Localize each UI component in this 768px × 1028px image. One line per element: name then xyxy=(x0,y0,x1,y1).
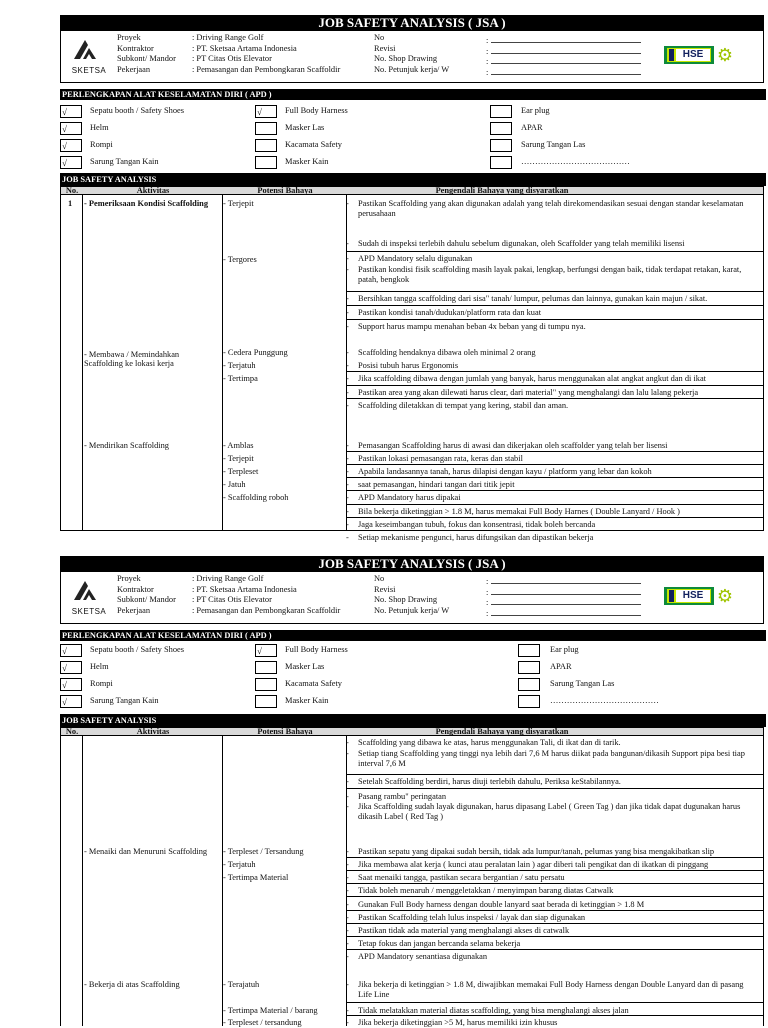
col-aktivitas: Aktivitas xyxy=(136,186,170,195)
hazard: - Terpleset / tersandung xyxy=(223,1018,302,1027)
header-right-values xyxy=(486,33,641,75)
header-right-labels xyxy=(374,33,466,75)
hazard: - Terjepit xyxy=(223,454,254,463)
apd-section-title: PERLENGKAPAN ALAT KESELAMATAN DIRI ( APD ) xyxy=(60,630,766,641)
label-pekerjaan: Pekerjaan xyxy=(117,605,151,615)
checkbox-apar[interactable] xyxy=(518,661,540,674)
hazard: - Cedera Punggung xyxy=(223,348,288,357)
control-item: Pastikan area yang akan dilewati harus clear, dari material" yang menghalangi dan lalu lalang pekerja xyxy=(358,388,699,397)
control-item: Tidak boleh menaruh / menggeletakkan / menyimpan barang diatas Catwalk xyxy=(358,886,614,895)
hazard: - Tertimpa Material / barang xyxy=(223,1006,318,1015)
hazard: - Terpleset / Tersandung xyxy=(223,847,304,856)
checkbox-helm[interactable]: √ xyxy=(60,661,82,674)
checkbox-sarung-tangan-kain[interactable]: √ xyxy=(60,156,82,169)
control-item: Jika scaffolding dibawa dengan jumlah yang banyak, harus menggunakan alat angkat angkut dan di ikat xyxy=(358,374,707,383)
checkbox-sarung-tangan-kain[interactable]: √ xyxy=(60,695,82,708)
activity-membawa-2: Scaffolding ke lokasi kerja xyxy=(84,359,174,368)
apd-label: Sarung Tangan Kain xyxy=(90,696,159,705)
checkbox-other[interactable] xyxy=(490,156,512,169)
apd-label: Sepatu booth / Safety Shoes xyxy=(90,645,184,654)
control-item: Gunakan Full Body harness dengan double lanyard saat berada di ketinggian > 1.8 M xyxy=(358,900,645,909)
label-revisi: Revisi xyxy=(374,43,396,53)
table-header xyxy=(60,186,764,195)
logo-text: SKETSA xyxy=(71,607,107,616)
control-item: Posisi tubuh harus Ergonomis xyxy=(358,361,459,370)
hse-badge xyxy=(664,46,734,64)
control-item: Tidak melatakkan material diatas scaffolding, yang bisa menghalangi akses jalan xyxy=(358,1006,629,1015)
header-left-values xyxy=(192,33,350,75)
checkbox-safety-shoes[interactable]: √ xyxy=(60,105,82,118)
checkbox-ear-plug[interactable] xyxy=(518,644,540,657)
control-item: Pasang rambu" peringatan xyxy=(358,792,447,801)
control-item: Setiap tiang Scaffolding yang tinggi nya lebih dari 7,6 M harus diikat pada bangunan/dikasih Support pipa besi tiap interval 7,6 M xyxy=(358,749,745,768)
label-petunjuk-kerja: No. Petunjuk kerja/ W xyxy=(374,64,450,74)
col-potensi-bahaya: Potensi Bahaya xyxy=(257,186,313,195)
sheet-title: JOB SAFETY ANALYSIS ( JSA ) xyxy=(60,15,764,31)
row-number: 1 xyxy=(68,199,73,208)
activity-pemeriksaan: - Pemeriksaan Kondisi Scaffolding xyxy=(84,199,209,208)
control-item: Pastikan Scaffolding telah lulus inspeksi / layak dan siap digunakan xyxy=(358,913,586,922)
label-no: No xyxy=(374,574,385,583)
hazard: - Tertimpa xyxy=(223,374,258,383)
control-item: Jika bekerja diketinggian >5 M, harus memiliki izin khusus xyxy=(358,1018,558,1027)
label-shop-drawing: No. Shop Drawing xyxy=(374,54,438,63)
checkbox-sarung-tangan-las[interactable] xyxy=(490,139,512,152)
control-item: Scaffolding diletakkan di tempat yang kering, stabil dan aman. xyxy=(358,401,569,410)
label-no: No xyxy=(374,33,385,42)
gear-icon: ⚙ xyxy=(716,45,734,65)
col-potensi-bahaya: Potensi Bahaya xyxy=(257,727,313,736)
company-logo xyxy=(65,37,109,77)
colon: : xyxy=(486,587,489,595)
control-item: Bersihkan tangga scaffolding dari sisa" tanah/ lumpur, pelumas dan lainnya, gunakan kain majun / sikat. xyxy=(358,294,708,303)
input-line-shop-drawing xyxy=(491,595,641,605)
control-item: Pemasangan Scaffolding harus di awasi dan dikerjakan oleh scaffolder yang telah ber lisensi xyxy=(358,441,668,450)
input-line-no xyxy=(491,574,641,584)
hazard: - Jatuh xyxy=(223,480,246,489)
checkbox-rompi[interactable]: √ xyxy=(60,678,82,691)
hazard: - Amblas xyxy=(223,441,254,450)
header-block xyxy=(60,31,764,83)
apd-label: Helm xyxy=(90,662,109,671)
activity-mendirikan: - Mendirikan Scaffolding xyxy=(84,441,169,450)
input-line-petunjuk xyxy=(491,65,641,75)
value-proyek: : Driving Range Golf xyxy=(192,574,264,583)
control-item: APD Mandatory harus dipakai xyxy=(358,493,461,502)
col-aktivitas: Aktivitas xyxy=(136,727,170,736)
checkbox-helm[interactable]: √ xyxy=(60,122,82,135)
activity-membawa-1: - Membawa / Memindahkan xyxy=(84,350,180,359)
label-petunjuk-kerja: No. Petunjuk kerja/ W xyxy=(374,605,450,615)
table-header xyxy=(60,727,764,736)
sheet-title: JOB SAFETY ANALYSIS ( JSA ) xyxy=(60,556,764,572)
apd-label: Kacamata Safety xyxy=(285,679,342,688)
colon: : xyxy=(486,67,489,75)
col-no: No. xyxy=(65,186,79,195)
control-item: Apabila landasannya tanah, harus dilapisi dengan kayu / platform yang lebar dan kokoh xyxy=(358,467,652,476)
control-item: Setiap mekanisme pengunci, harus difungsikan dan dipastikan bekerja xyxy=(358,533,594,542)
apd-label: Masker Kain xyxy=(285,157,329,166)
hazard: - Tergores xyxy=(223,255,257,264)
hazard: - Terjepit xyxy=(223,199,254,208)
control-item: Pastikan kondisi tanah/dudukan/platform rata dan kuat xyxy=(358,308,542,317)
apd-label: Masker Las xyxy=(285,662,325,671)
apd-label: Full Body Harness xyxy=(285,106,348,115)
value-pekerjaan: : Pemasangan dan Pembongkaran Scaffoldir xyxy=(192,64,341,74)
checkbox-kacamata-safety[interactable] xyxy=(255,139,277,152)
jsa-sheet-2 xyxy=(60,556,764,1027)
checkbox-other[interactable] xyxy=(518,695,540,708)
apd-label: APAR xyxy=(521,123,543,132)
apd-label: Helm xyxy=(90,123,109,132)
checkbox-safety-shoes[interactable]: √ xyxy=(60,644,82,657)
value-kontraktor: : PT. Sketsaa Artama Indonesia xyxy=(192,43,297,53)
checkbox-kacamata-safety[interactable] xyxy=(255,678,277,691)
control-item: Jika bekerja di ketinggian > 1.8 M, diwajibkan memakai Full Body Harness dengan Double Lanyard dan di pasang Life Line xyxy=(358,980,744,999)
apd-label: Full Body Harness xyxy=(285,645,348,654)
input-line-revisi xyxy=(491,585,641,595)
control-item: Jaga keseimbangan tubuh, fokus dan konsentrasi, tidak boleh bercanda xyxy=(358,520,596,529)
activity-bekerja-di-atas: - Bekerja di atas Scaffolding xyxy=(84,980,180,989)
input-line-no xyxy=(491,33,641,43)
jsa-section-title: JOB SAFETY ANALYSIS xyxy=(60,714,766,727)
control-item: Pastikan kondisi fisik scaffolding masih layak pakai, lengkap, berfungsi dengan baik, tidak terdapat retakan, karat, patah, bengkok xyxy=(358,265,742,284)
col-pengendali: Pengendali Bahaya yang disyaratkan xyxy=(435,186,569,195)
label-revisi: Revisi xyxy=(374,584,396,594)
apd-label: APAR xyxy=(550,662,572,671)
value-kontraktor: : PT. Sketsaa Artama Indonesia xyxy=(192,584,297,594)
colon: : xyxy=(486,608,489,616)
colon: : xyxy=(486,36,489,44)
control-item: Setelah Scaffolding berdiri, harus diuji terlebih dahulu, Periksa keStabilannya. xyxy=(358,777,621,786)
control-item: Pastikan tidak ada material yang menghalangi akses di catwalk xyxy=(358,926,570,935)
label-proyek: Proyek xyxy=(117,33,141,42)
hse-label: HSE xyxy=(676,590,710,602)
apd-label: Sepatu booth / Safety Shoes xyxy=(90,106,184,115)
control-item: Jika membawa alat kerja ( kunci atau peralatan lain ) agar diberi tali pengikat dan di ikatkan di pinggang xyxy=(358,860,709,869)
apd-label: Sarung Tangan Las xyxy=(521,140,586,149)
apd-grid xyxy=(60,103,764,173)
control-item: Pastikan lokasi pemasangan rata, keras dan stabil xyxy=(358,454,523,463)
label-subkont: Subkont/ Mandor xyxy=(117,595,176,604)
logo-text: SKETSA xyxy=(71,66,107,75)
hazard: - Terpleset xyxy=(223,467,259,476)
input-line-revisi xyxy=(491,44,641,54)
checkbox-apar[interactable] xyxy=(490,122,512,135)
control-item: saat pemasangan, hindari tangan dari titik jepit xyxy=(358,480,515,489)
input-line-petunjuk xyxy=(491,606,641,616)
value-proyek: : Driving Range Golf xyxy=(192,33,264,42)
label-kontraktor: Kontraktor xyxy=(117,43,154,53)
gear-icon: ⚙ xyxy=(716,586,734,606)
checkbox-masker-las[interactable] xyxy=(255,122,277,135)
value-subkont: : PT Citas Otis Elevator xyxy=(192,595,272,604)
apd-label: Rompi xyxy=(90,679,113,688)
activity-menaiki-menuruni: - Menaiki dan Menuruni Scaffolding xyxy=(84,847,208,856)
header-block xyxy=(60,572,764,624)
value-pekerjaan: : Pemasangan dan Pembongkaran Scaffoldir xyxy=(192,605,341,615)
checkbox-masker-kain[interactable] xyxy=(255,156,277,169)
control-item: Saat menaiki tangga, pastikan secara bergantian / satu persatu xyxy=(358,873,565,882)
checkbox-full-body-harness[interactable]: √ xyxy=(255,644,277,657)
control-item: Scaffolding hendaknya dibawa oleh minimal 2 orang xyxy=(358,348,536,357)
hazard: - Terajatuh xyxy=(223,980,260,989)
apd-label: ………………………………… xyxy=(550,696,659,705)
label-kontraktor: Kontraktor xyxy=(117,584,154,594)
control-item: Pastikan Scaffolding yang akan digunakan adalah yang telah direkomendasikan sesuai dengan standar keselamatan perusahaan xyxy=(358,199,744,218)
hse-label: HSE xyxy=(676,49,710,61)
label-proyek: Proyek xyxy=(117,574,141,583)
colon: : xyxy=(486,57,489,65)
checkbox-masker-kain[interactable] xyxy=(255,695,277,708)
hazard: - Terjatuh xyxy=(223,361,256,370)
header-left-labels xyxy=(117,574,176,616)
jsa-table-body: 1 - Pemeriksaan Kondisi Scaffolding - Membawa / Memindahkan Scaffolding ke lokasi kerja - Mendirikan Scaffolding - Terjepit - Tergores - Cedera Punggung - Terjatuh - Tertimpa - Amblas - Terjepit - Terpleset - Jatuh - Scaffolding roboh - Pastikan Scaffolding yang akan digunakan adalah yang telah direkomendasikan sesuai dengan standar keselamatan perusahaan - Sudah di inspeksi terlebih dahulu sebelum digunakan, oleh Scaffolder yang telah memiliki lisensi - APD Mandatory selalu digunakan - Pastikan kondisi fisik scaffolding masih layak pakai, lengkap, berfungsi dengan baik, tidak terdapat retakan, karat, patah, bengkok - Bersihkan tangga scaffolding dari sisa" tanah/ lumpur, pelumas dan lainnya, gunakan kain majun / sikat. - Pastikan kondisi tanah/dudukan/platform rata dan kuat - Support harus mampu menahan beban 4x beban yang di tumpu nya. - Scaffolding hendaknya dibawa oleh minimal 2 orang - Posisi tubuh harus Ergonomis - Jika scaffolding dibawa dengan jumlah yang banyak, harus menggunakan alat angkat angkut dan di ikat - Pastikan area yang akan dilewati harus clear, dari material" yang menghalangi dan lalu lalang pekerja - Scaffolding diletakkan di tempat yang kering, stabil dan aman. - Pemasangan Scaffolding harus di awasi dan dikerjakan oleh scaffolder yang telah ber lisensi - Pastikan lokasi pemasangan rata, keras dan stabil - Apabila landasannya tanah, harus dilapisi dengan kayu / platform yang lebar dan kokoh - saat pemasangan, hindari tangan dari titik jepit - APD Mandatory harus dipakai - Bila bekerja diketinggian > 1.8 M, harus memakai Full Body Harnes ( Double Lanyard / Hook ) - Jaga keseimbangan tubuh, fokus dan konsentrasi, tidak boleh bercanda - Setiap mekanisme pengunci, harus difungsikan dan dipastikan bekerja xyxy=(60,195,764,531)
apd-grid xyxy=(60,644,764,714)
control-item: Support harus mampu menahan beban 4x beban yang di tumpu nya. xyxy=(358,322,586,331)
header-right-values xyxy=(486,574,641,616)
checkbox-masker-las[interactable] xyxy=(255,661,277,674)
apd-label: Kacamata Safety xyxy=(285,140,342,149)
checkbox-rompi[interactable]: √ xyxy=(60,139,82,152)
apd-label: ………………………………… xyxy=(521,157,630,166)
control-item: Tetap fokus dan jangan bercanda selama bekerja xyxy=(358,939,521,948)
hse-badge xyxy=(664,587,734,605)
apd-section-title: PERLENGKAPAN ALAT KESELAMATAN DIRI ( APD ) xyxy=(60,89,766,100)
jsa-section-title: JOB SAFETY ANALYSIS xyxy=(60,173,766,186)
input-line-shop-drawing xyxy=(491,54,641,64)
apd-label: Masker Kain xyxy=(285,696,329,705)
apd-label: Sarung Tangan Las xyxy=(550,679,615,688)
control-item: Sudah di inspeksi terlebih dahulu sebelum digunakan, oleh Scaffolder yang telah memiliki lisensi xyxy=(358,239,685,248)
hazard: - Tertimpa Material xyxy=(223,873,289,882)
control-item: Jika Scaffolding sudah layak digunakan, harus dipasang Label ( Green Tag ) dan jika tidak dapat dugunakan harus dikasih Label ( Red Tag ) xyxy=(358,802,741,821)
col-pengendali: Pengendali Bahaya yang disyaratkan xyxy=(435,727,569,736)
checkbox-ear-plug[interactable] xyxy=(490,105,512,118)
apd-label: Ear plug xyxy=(550,645,579,654)
col-no: No. xyxy=(65,727,79,736)
control-item: Scaffolding yang dibawa ke atas, harus menggunakan Tali, di ikat dan di tarik. xyxy=(358,738,621,747)
colon: : xyxy=(486,598,489,606)
company-logo xyxy=(65,578,109,618)
checkbox-full-body-harness[interactable]: √ xyxy=(255,105,277,118)
hazard: - Scaffolding roboh xyxy=(223,493,289,502)
apd-label: Rompi xyxy=(90,140,113,149)
control-item: APD Mandatory selalu digunakan xyxy=(358,254,473,263)
colon: : xyxy=(486,577,489,585)
header-right-labels xyxy=(374,574,466,616)
value-subkont: : PT Citas Otis Elevator xyxy=(192,54,272,63)
apd-label: Sarung Tangan Kain xyxy=(90,157,159,166)
hazard: - Terjatuh xyxy=(223,860,256,869)
label-pekerjaan: Pekerjaan xyxy=(117,64,151,74)
apd-label: Masker Las xyxy=(285,123,325,132)
jsa-sheet-1 xyxy=(60,15,764,542)
apd-label: Ear plug xyxy=(521,106,550,115)
control-item: Pastikan sepatu yang dipakai sudah bersih, tidak ada lumpur/tanah, pelumas yang bisa mengakibatkan slip xyxy=(358,847,715,856)
header-left-values xyxy=(192,574,350,616)
header-left-labels xyxy=(117,33,176,75)
label-subkont: Subkont/ Mandor xyxy=(117,54,176,63)
colon: : xyxy=(486,46,489,54)
jsa-table-body: - Menaiki dan Menuruni Scaffolding - Bekerja di atas Scaffolding - Terpleset / Tersandung - Terjatuh - Tertimpa Material - Terajatuh - Tertimpa Material / barang - Terpleset / tersandung - Scaffolding yang dibawa ke atas, harus menggunakan Tali, di ikat dan di tarik. - Setiap tiang Scaffolding yang tinggi nya lebih dari 7,6 M harus diikat pada bangunan/dikasih Support pipa besi tiap interval 7,6 M - Setelah Scaffolding berdiri, harus diuji terlebih dahulu, Periksa keStabilannya. - Pasang rambu" peringatan - Jika Scaffolding sudah layak digunakan, harus dipasang Label ( Green Tag ) dan jika tidak dapat dugunakan harus dikasih Label ( Red Tag ) - Pastikan sepatu yang dipakai sudah bersih, tidak ada lumpur/tanah, pelumas yang bisa mengakibatkan slip - Jika membawa alat kerja ( kunci atau peralatan lain ) agar diberi tali pengikat dan di ikatkan di pinggang - Saat menaiki tangga, pastikan secara bergantian / satu persatu - Tidak boleh menaruh / menggeletakkan / menyimpan barang diatas Catwalk - Gunakan Full Body harness dengan double lanyard saat berada di ketinggian > 1.8 M - Pastikan Scaffolding telah lulus inspeksi / layak dan siap digunakan - Pastikan tidak ada material yang menghalangi akses di catwalk - Tetap fokus dan jangan bercanda selama bekerja - APD Mandatory senantiasa digunakan - Jika bekerja di ketinggian > 1.8 M, diwajibkan memakai Full Body Harness dengan Double Lanyard dan di pasang Life Line - Tidak melatakkan material diatas scaffolding, yang bisa menghalangi akses jalan - Jika bekerja diketinggian >5 M, harus memiliki izin khusus xyxy=(60,736,764,1026)
label-shop-drawing: No. Shop Drawing xyxy=(374,595,438,604)
control-item: Bila bekerja diketinggian > 1.8 M, harus memakai Full Body Harnes ( Double Lanyard / Hook ) xyxy=(358,507,680,516)
control-item: APD Mandatory senantiasa digunakan xyxy=(358,952,488,961)
checkbox-sarung-tangan-las[interactable] xyxy=(518,678,540,691)
